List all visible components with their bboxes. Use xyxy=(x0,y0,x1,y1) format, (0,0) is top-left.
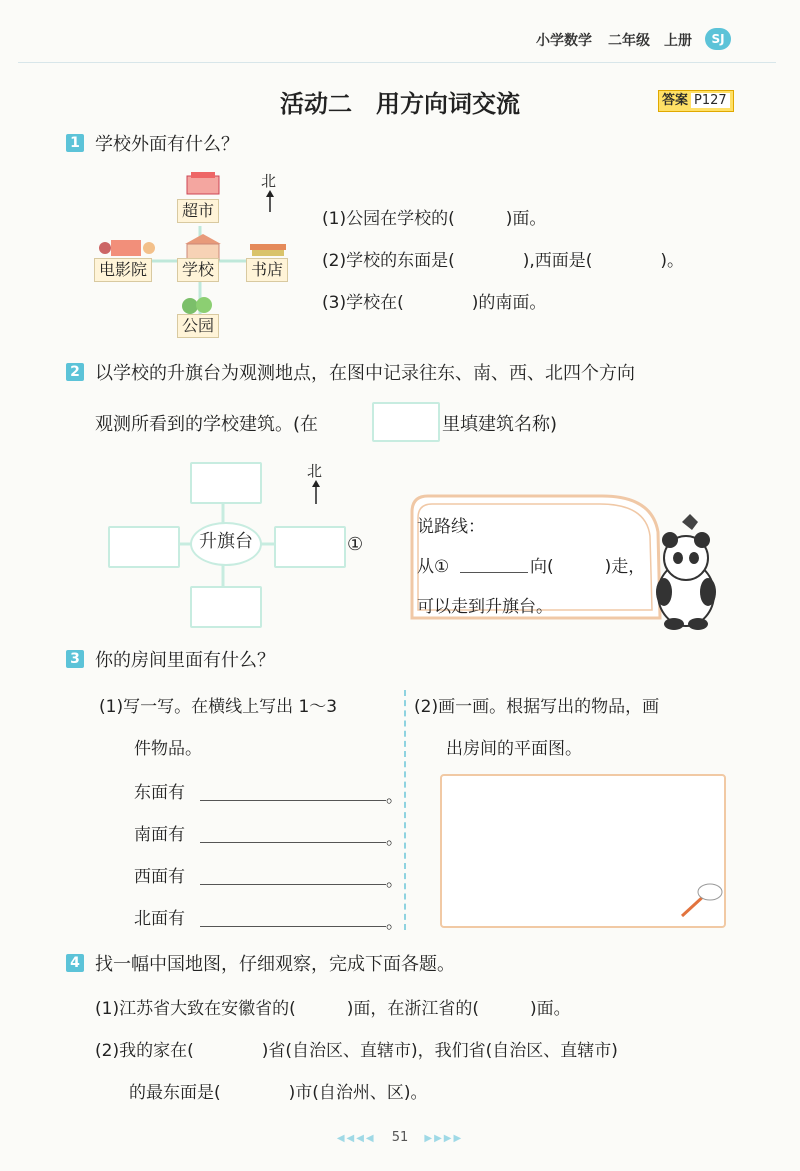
bubble-line-1a: 从① xyxy=(417,557,450,577)
q3-west-answer-line[interactable] xyxy=(200,884,386,885)
bookstore-icon xyxy=(248,240,288,258)
question-4-text: 找一幅中国地图，仔细观察，完成下面各题。 xyxy=(95,954,455,975)
page-number: 51 xyxy=(391,1130,409,1145)
question-2-text-line-2a: 观测所看到的学校建筑。(在 xyxy=(95,414,319,435)
answer-page: P127 xyxy=(691,93,730,108)
q3-divider xyxy=(404,690,406,930)
question-3-number: 3 xyxy=(66,650,84,668)
q4-line-2[interactable]: (2)我的家在( )省(自治区、直辖市)，我们省(自治区、直辖市) xyxy=(95,1041,618,1061)
header-divider xyxy=(18,62,776,63)
flag-platform: 升旗台 xyxy=(190,522,262,566)
q2-north-label: 北 xyxy=(307,462,323,480)
q1-line-1[interactable]: (1)公园在学校的( )面。 xyxy=(322,209,547,229)
q4-line-1[interactable]: (1)江苏省大致在安徽省的( )面，在浙江省的( )面。 xyxy=(95,999,571,1019)
question-1-number: 1 xyxy=(66,134,84,152)
q3-east-answer-line[interactable] xyxy=(200,800,386,801)
q3-east-label: 东面有 xyxy=(134,783,185,803)
q3-left-line-2: 件物品。 xyxy=(134,739,202,759)
question-2-text-line-1: 以学校的升旗台为观测地点，在图中记录往东、南、西、北四个方向 xyxy=(95,363,635,384)
map-label-cinema: 电影院 xyxy=(94,258,152,282)
q3-north-label: 北面有 xyxy=(134,909,185,929)
question-4-number: 4 xyxy=(66,954,84,972)
q3-right-line-2: 出房间的平面图。 xyxy=(446,739,582,759)
map-label-supermarket: 超市 xyxy=(177,199,219,223)
q3-west-dot: 。 xyxy=(386,871,403,891)
page-title: 活动二 用方向词交流 xyxy=(280,90,520,118)
q2-east-box[interactable] xyxy=(274,526,346,568)
q3-south-dot: 。 xyxy=(386,829,403,849)
cinema-icon xyxy=(97,236,157,260)
footer-left-arrows-icon: ◀◀◀◀ xyxy=(336,1133,376,1144)
page-number-footer xyxy=(0,1130,800,1145)
map-label-school: 学校 xyxy=(177,258,219,282)
q2-south-box[interactable] xyxy=(190,586,262,628)
map-label-bookstore: 书店 xyxy=(246,258,288,282)
question-2-number: 2 xyxy=(66,363,84,381)
q2-circle-marker: ① xyxy=(347,534,364,555)
q3-south-label: 南面有 xyxy=(134,825,185,845)
q2-north-box[interactable] xyxy=(190,462,262,504)
q3-east-dot: 。 xyxy=(386,787,403,807)
header-badge: SJ xyxy=(705,28,731,50)
q1-north-label: 北 xyxy=(261,172,277,190)
q3-north-answer-line[interactable] xyxy=(200,926,386,927)
q3-north-dot: 。 xyxy=(386,913,403,933)
q1-line-2[interactable]: (2)学校的东面是( ),西面是( )。 xyxy=(322,251,685,271)
footer-right-arrows-icon: ▶▶▶▶ xyxy=(424,1133,464,1144)
answer-badge[interactable] xyxy=(658,90,734,112)
q1-line-3[interactable]: (3)学校在( )的南面。 xyxy=(322,293,547,313)
q2-example-box xyxy=(372,402,440,442)
q3-left-line-1: (1)写一写。在横线上写出 1～3 xyxy=(99,697,338,717)
header-subject: 小学数学 xyxy=(536,33,592,49)
question-2-text-line-2b: 里填建筑名称) xyxy=(442,414,558,435)
q3-west-label: 西面有 xyxy=(134,867,185,887)
q3-south-answer-line[interactable] xyxy=(200,842,386,843)
question-1-text: 学校外面有什么？ xyxy=(95,134,239,155)
q2-west-box[interactable] xyxy=(108,526,180,568)
question-3-text: 你的房间里面有什么？ xyxy=(95,650,275,671)
supermarket-icon xyxy=(185,170,221,196)
north-arrow-icon xyxy=(264,190,276,212)
bubble-blank-line[interactable] xyxy=(460,572,528,573)
q4-line-3[interactable]: 的最东面是( )市(自治州、区)。 xyxy=(129,1083,428,1103)
map-label-park: 公园 xyxy=(177,314,219,338)
bubble-line-1b[interactable]: 向( )走， xyxy=(530,557,646,577)
answer-label: 答案 xyxy=(662,93,689,108)
q3-right-line-1: (2)画一画。根据写出的物品，画 xyxy=(414,697,660,717)
header-grade: 二年级 xyxy=(608,33,650,49)
panda-icon xyxy=(652,512,722,630)
header-volume: 上册 xyxy=(664,33,692,49)
pencil-icon xyxy=(676,876,726,920)
bubble-title: 说路线： xyxy=(417,517,485,537)
bubble-line-2: 可以走到升旗台。 xyxy=(417,597,553,617)
